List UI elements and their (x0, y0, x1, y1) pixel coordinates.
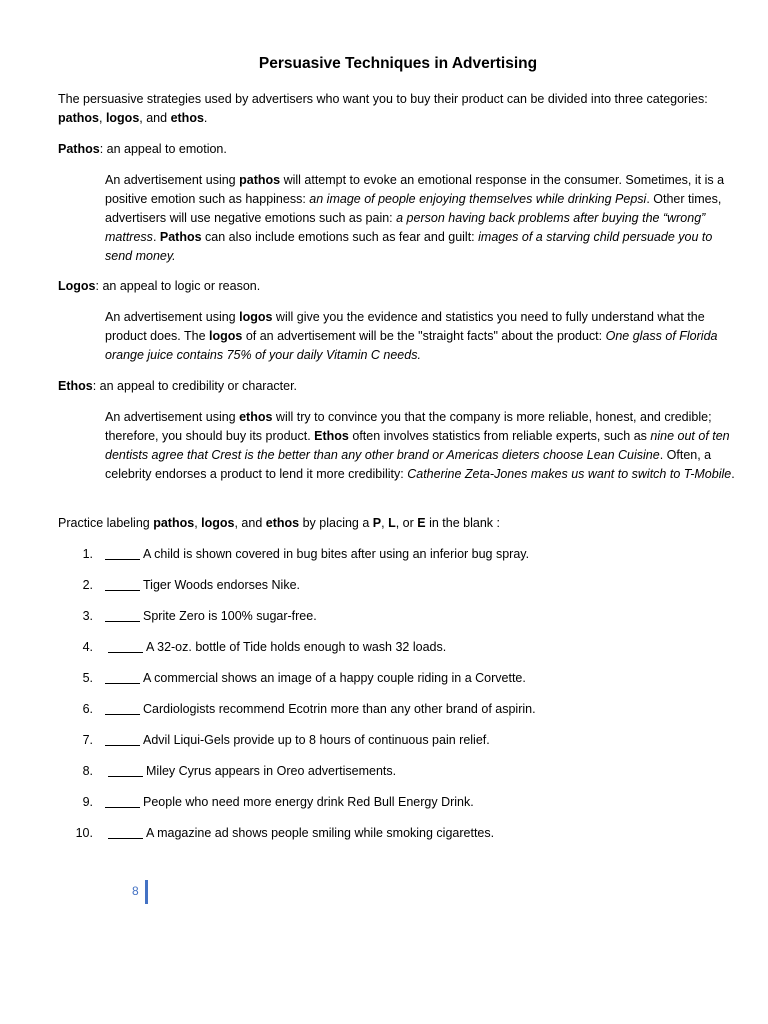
answer-blank[interactable] (105, 669, 140, 684)
pathos-definition: Pathos: an appeal to emotion. (58, 142, 227, 156)
answer-blank[interactable] (108, 638, 143, 653)
answer-blank[interactable] (105, 793, 140, 808)
logos-definition: Logos: an appeal to logic or reason. (58, 279, 261, 293)
pathos-paragraph: An advertisement using pathos will attempt to evoke an emotional response in the consumer. Sometimes, it is a positive emotion such as happiness: an image of people enjoying themselves while drinking Pepsi. Other times, advertisers will use negative emotions such as pain: a person having back problems after buying the “wrong” mattress. Pathos can also include emotions such as fear and guilt: images of a starving child persuade you to send money. (105, 173, 725, 263)
answer-blank[interactable] (108, 824, 143, 839)
intro-paragraph: The persuasive strategies used by advertisers who want you to buy their product can be divided into three categories: pathos, logos, and ethos. (58, 92, 708, 125)
answer-blank[interactable] (105, 545, 140, 560)
document-page: Persuasive Techniques in Advertising The persuasive strategies used by advertisers who want you to buy their product can be divided into three categories: pathos, logos, and ethos. Pathos: an appeal to emotion. An advertisement using pathos will attempt to evoke an emotional response in the consumer. Sometimes, it is a positive emotion such as happiness: an image of people enjoying themselves while drinking Pepsi. Other times, advertisers will use negative emotions such as pain: a person having back problems after buying the “wrong” mattress. Pathos can also include emotions such as fear and guilt: images of a starving child persuade you to send money. Logos: an appeal to logic or reason. An advertisement using logos will give you the evidence and statistics you need to fully understand what the product does. The logos of an advertisement will be the "straight facts" about the product: One glass of Florida orange juice contains 75% of your daily Vitamin C needs. Ethos: an appeal to credibility or character. An advertisement using ethos will try to convince you that the company is more reliable, honest, and credible; therefore, you should buy its product. Ethos often involves statistics from reliable experts, such as nine out of ten dentists agree that Crest is the better than any other brand or Americas dieters choose Lean Cuisine. Often, a celebrity endorses a product to lend it more credibility: Catherine Zeta-Jones makes us want to switch to T-Mobile. Practice labeling pathos, logos, and ethos by placing a P, L, or E in the blank : 1. A child is shown covered in bug bites after using an inferior bug spray. 2. Tiger Woods endorses Nike. 3. Sprite Zero is 100% sugar-free. 4. A 32-oz. bottle of Tide holds enough to wash 32 loads. 5. A commercial shows an image of a happy couple riding in a Corvette. 6. Cardiologists recommend Ecotrin more than any other brand of aspirin. 7. Advil Liqui-Gels provide up to 8 hours of continuous pain relief. 8. Miley Cyrus appears in Oreo advertisements. 9. People who need more energy drink Red Bull Energy Drink. 10. A magazine ad shows people smiling while smoking cigarettes. 8 (0, 0, 768, 1024)
logos-paragraph: An advertisement using logos will give you the evidence and statistics you need to fully understand what the product does. The logos of an advertisement will be the "straight facts" about the product: One glass of Florida orange juice contains 75% of your daily Vitamin C needs. (105, 310, 718, 362)
answer-blank[interactable] (108, 762, 143, 777)
answer-blank[interactable] (105, 607, 140, 622)
answer-blank[interactable] (105, 731, 140, 746)
ethos-paragraph: An advertisement using ethos will try to convince you that the company is more reliable, honest, and credible; therefore, you should buy its product. Ethos often involves statistics from reliable experts, such as nine out of ten dentists agree that Crest is the better than any other brand or Americas dieters choose Lean Cuisine. Often, a celebrity endorses a product to lend it more credibility: Catherine Zeta-Jones makes us want to switch to T-Mobile. (105, 410, 735, 481)
answer-blank[interactable] (105, 700, 140, 715)
page-title: Persuasive Techniques in Advertising (258, 55, 538, 72)
page-number-divider (145, 880, 148, 904)
ethos-definition: Ethos: an appeal to credibility or character. (58, 379, 298, 393)
page-number: 8 (132, 884, 139, 898)
answer-blank[interactable] (105, 576, 140, 591)
practice-instructions: Practice labeling pathos, logos, and ethos by placing a P, L, or E in the blank : (58, 516, 500, 530)
